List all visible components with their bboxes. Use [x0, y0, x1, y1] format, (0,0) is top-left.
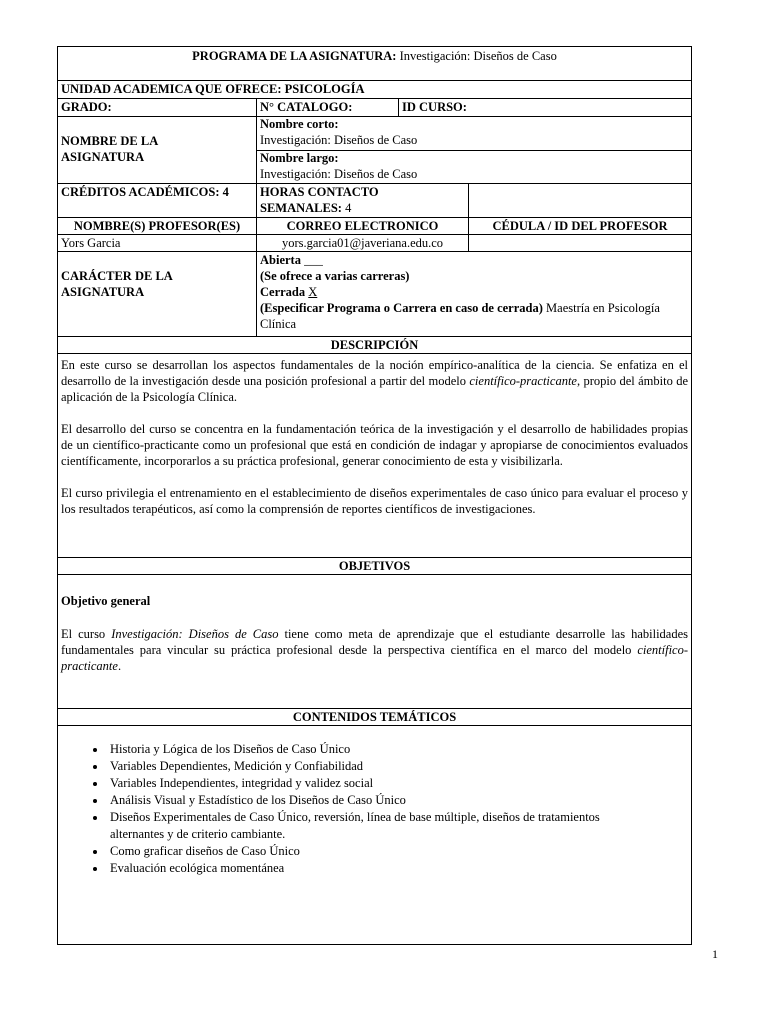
page-number: 1 — [712, 947, 718, 961]
objetivo-general-title: Objetivo general — [61, 594, 151, 608]
catalogo-label: N° CATALOGO: — [260, 100, 353, 114]
descripcion-p2: El desarrollo del curso se concentra en la fundamentación teórica de la investigación y el desarrollo de habilidades propias de un científico-practicante como un profesional que está en condición de indagar y apropiarse de conocimientos evaluados científicamente, incorporarlos a su práctica profesional, generar conocimiento de esta y visibilizarla. — [61, 422, 688, 468]
list-item: • Como graficar diseños de Caso Único — [107, 843, 688, 860]
nombre-largo: Nombre largo: Investigación: Diseños de Caso — [260, 151, 418, 181]
list-item: • Variables Dependientes, Medición y Confiabilidad — [107, 758, 688, 775]
contenidos-header: CONTENIDOS TEMÁTICOS — [292, 710, 457, 724]
correo-header: CORREO ELECTRONICO — [286, 219, 439, 233]
profesores-header: NOMBRE(S) PROFESOR(ES) — [73, 219, 241, 233]
creditos: CRÉDITOS ACADÉMICOS: 4 — [61, 185, 229, 199]
list-item: • Diseños Experimentales de Caso Único, reversión, línea de base múltiple, diseños de tratamientos alternantes y de criterio cambiante. — [107, 809, 688, 843]
objetivo-general-text: El curso Investigación: Diseños de Caso tiene como meta de aprendizaje que el estudiante desarrolle las habilidades fundamentales para vincular su práctica profesional desde la perspectiva científica en el marco del modelo científico-practicante. — [61, 627, 689, 673]
descripcion-p3: El curso privilegia el entrenamiento en el establecimiento de diseños experimentales de caso único para evaluar el proceso y los resultados terapéuticos, así como la comprensión de reportes científicos de investigaciones. — [61, 486, 688, 516]
nombre-corto: Nombre corto: Investigación: Diseños de Caso — [260, 117, 418, 147]
caracter-label: CARÁCTER DE LA ASIGNATURA — [61, 269, 173, 299]
unidad-academica: UNIDAD ACADEMICA QUE OFRECE: PSICOLOGÍA — [61, 82, 365, 96]
contenidos-list-wrap — [58, 741, 691, 877]
program-title: PROGRAMA DE LA ASIGNATURA: Investigación: Diseños de Caso — [192, 49, 557, 63]
list-item: • Evaluación ecológica momentánea — [107, 860, 688, 877]
id-curso-label: ID CURSO: — [402, 100, 467, 114]
grado-label: GRADO: — [61, 100, 112, 114]
caracter-value: Abierta ___ (Se ofrece a varias carreras) Cerrada X (Especificar Programa o Carrera en caso de cerrada) Maestría en Psicología Clínica — [260, 253, 660, 331]
objetivos-header: OBJETIVOS — [338, 559, 411, 573]
list-item: • Variables Independientes, integridad y validez social — [107, 775, 688, 792]
profesor-correo: yors.garcia01@javeriana.edu.co — [281, 236, 444, 250]
descripcion-p1: En este curso se desarrollan los aspectos fundamentales de la noción empírico-analítica de la ciencia. Se enfatiza en el desarrollo de la investigación desde una posición profesional a partir del modelo científico-practicante, propio del ámbito de aplicación de la Psicología Clínica. — [61, 358, 689, 404]
descripcion-body — [58, 357, 691, 517]
contenidos-list — [61, 741, 688, 877]
syllabus-table — [57, 46, 692, 945]
nombre-asignatura-label: NOMBRE DE LA ASIGNATURA — [61, 134, 158, 164]
list-item: • Análisis Visual y Estadístico de los Diseños de Caso Único — [107, 792, 688, 809]
list-item: • Historia y Lógica de los Diseños de Caso Único — [107, 741, 688, 758]
cedula-header: CÉDULA / ID DEL PROFESOR — [492, 219, 668, 233]
horas-contacto: HORAS CONTACTO SEMANALES: 4 — [260, 185, 379, 215]
descripcion-header: DESCRIPCIÓN — [330, 338, 419, 352]
objetivos-body — [58, 593, 691, 674]
profesor-nombre: Yors Garcia — [61, 236, 121, 250]
